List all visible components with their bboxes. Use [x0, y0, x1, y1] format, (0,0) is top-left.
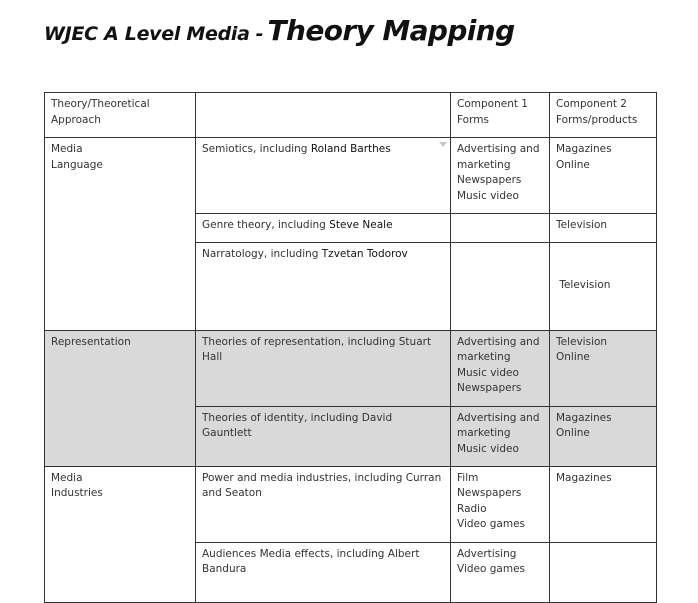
- component-2-cell: [550, 214, 657, 243]
- form-item: Advertising: [457, 547, 517, 560]
- table-row: [45, 466, 657, 542]
- header-approach-line: Approach: [51, 113, 101, 126]
- header-approach-line: Theory/Theoretical: [51, 98, 150, 110]
- form-item: Film: [457, 471, 479, 484]
- form-item: marketing: [457, 351, 511, 363]
- header-component-2-line: Component 2: [556, 98, 627, 110]
- form-item: Video games: [457, 518, 526, 530]
- area-representation: [45, 330, 196, 466]
- form-item: marketing: [457, 158, 511, 171]
- form-item: Magazines: [556, 411, 612, 424]
- theory-semiotics[interactable]: [196, 138, 451, 214]
- theory-mapping-table: [44, 92, 657, 603]
- form-item: Magazines: [556, 471, 612, 484]
- theorist-name: Tzvetan Todorov: [321, 248, 408, 260]
- component-2-cell: [550, 243, 657, 331]
- header-theory: [196, 93, 451, 138]
- form-item: Music video: [457, 366, 519, 379]
- area-line: Representation: [51, 335, 131, 348]
- title-prefix: WJEC A Level Media: [44, 23, 250, 45]
- form-item: Online: [556, 351, 590, 363]
- form-item: Radio: [457, 502, 487, 515]
- form-item: Advertising and: [457, 411, 540, 424]
- title-main: Theory Mapping: [267, 14, 515, 47]
- title-separator: -: [255, 23, 264, 45]
- theory-text: Bandura: [202, 563, 247, 575]
- component-1-cell: [451, 330, 550, 406]
- form-item: Music video: [457, 442, 519, 455]
- theory-text: Power and media industries, including Curran: [202, 471, 442, 484]
- form-item: Newspapers: [457, 487, 522, 499]
- form-item: Online: [556, 427, 590, 439]
- area-line: Media: [51, 471, 83, 484]
- component-2-cell: [550, 406, 657, 466]
- header-component-1-line: Forms: [457, 113, 489, 126]
- theory-text: Semiotics, including: [202, 143, 311, 155]
- area-media-language: [45, 138, 196, 331]
- theory-representation: Theories of representation, including Stuart Hall: [196, 330, 451, 406]
- header-approach: [45, 93, 196, 138]
- area-line: Language: [51, 158, 103, 171]
- component-1-cell: [451, 542, 550, 602]
- form-item: Advertising and: [457, 143, 540, 155]
- theory-identity: Theories of identity, including David Gauntlett: [196, 406, 451, 466]
- theory-power: [196, 466, 451, 542]
- component-2-cell: [550, 330, 657, 406]
- component-2-cell: [550, 138, 657, 214]
- form-item: Video games: [457, 563, 526, 575]
- page-title: [44, 14, 515, 47]
- theory-text: Genre theory, including: [202, 219, 330, 231]
- header-component-2: [550, 93, 657, 138]
- form-item: Magazines: [556, 143, 612, 155]
- form-item: Television: [556, 335, 608, 348]
- header-component-1-line: Component 1: [457, 98, 528, 110]
- theory-genre: [196, 214, 451, 243]
- theory-text: Audiences Media effects, including Albert: [202, 547, 420, 560]
- table-header-row: [45, 93, 657, 138]
- area-line: Industries: [51, 487, 103, 499]
- form-item: Newspapers: [457, 174, 522, 186]
- area-media-industries: [45, 466, 196, 602]
- form-item: Advertising and: [457, 335, 540, 348]
- component-2-cell: [550, 466, 657, 542]
- form-item: Television: [556, 219, 608, 231]
- header-component-1: [451, 93, 550, 138]
- form-item: Newspapers: [457, 382, 522, 394]
- theory-effects: [196, 542, 451, 602]
- component-1-cell: [451, 243, 550, 331]
- form-item: marketing: [457, 427, 511, 439]
- theory-narratology: [196, 243, 451, 331]
- component-1-cell: [451, 466, 550, 542]
- theory-text: and Seaton: [202, 487, 262, 499]
- area-line: Media: [51, 143, 83, 155]
- cell-dropdown-icon[interactable]: [439, 142, 447, 147]
- theory-text: Narratology, including: [202, 248, 322, 260]
- form-item: Music video: [457, 189, 519, 202]
- component-1-cell: [451, 406, 550, 466]
- table-row: [45, 138, 657, 214]
- header-component-2-line: Forms/products: [556, 113, 638, 126]
- theorist-name: Roland Barthes: [310, 143, 391, 155]
- table-row: [45, 330, 657, 406]
- form-item: Television: [556, 279, 611, 291]
- component-1-cell: [451, 214, 550, 243]
- component-2-cell: [550, 542, 657, 602]
- component-1-cell: [451, 138, 550, 214]
- theorist-name: Steve Neale: [329, 219, 393, 231]
- form-item: Online: [556, 158, 590, 171]
